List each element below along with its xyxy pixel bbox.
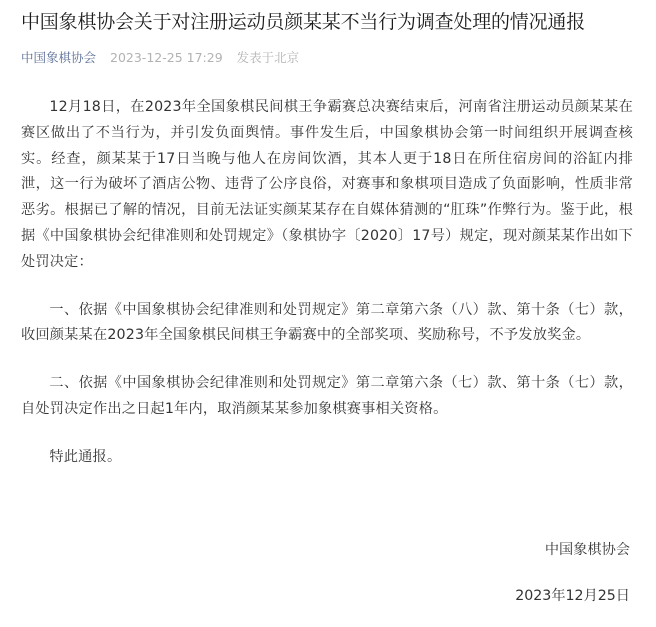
paragraph-intro: 12月18日，在2023年全国象棋民间棋王争霸赛总决赛结束后，河南省注册运动员颜某某在赛区做出了不当行为，并引发负面舆情。事件发生后，中国象棋协会第一时间组织开展调查核实。经查，颜某某于17日当晚与他人在房间饮酒，其本人更于18日在所住宿房间的浴缸内排泄，这一行为破坏了酒店公物、违背了公序良俗，对赛事和象棋项目造成了负面影响，性质非常恶劣。根据已了解的情况，目前无法证实颜某某存在自媒体猜测的“肛珠”作弊行为。鉴于此，根据《中国象棋协会纪律准则和处罚规定》（象棋协字〔2020〕17号）规定，现对颜某某作出如下处罚决定： bbox=[21, 99, 633, 270]
publish-time: 2023-12-25 17:29 bbox=[110, 50, 223, 65]
publish-location: 发表于北京 bbox=[236, 50, 300, 65]
article-title: 中国象棋协会关于对注册运动员颜某某不当行为调查处理的情况通报 bbox=[21, 11, 586, 33]
article-body bbox=[21, 95, 633, 471]
signature-organization: 中国象棋协会 bbox=[544, 542, 630, 558]
account-name-link[interactable]: 中国象棋协会 bbox=[21, 50, 97, 65]
paragraph-closing: 特此通报。 bbox=[49, 448, 122, 465]
paragraph-penalty-1: 一、依据《中国象棋协会纪律准则和处罚规定》第二章第六条（八）款、第十条（七）款，收回颜某某在2023年全国象棋民间棋王争霸赛中的全部奖项、奖励称号，不予发放奖金。 bbox=[21, 301, 633, 344]
paragraph-penalty-2: 二、依据《中国象棋协会纪律准则和处罚规定》第二章第六条（七）款、第十条（七）款，自处罚决定作出之日起1年内，取消颜某某参加象棋赛事相关资格。 bbox=[21, 375, 633, 417]
article-meta bbox=[21, 49, 299, 67]
signature-date: 2023年12月25日 bbox=[515, 588, 630, 604]
